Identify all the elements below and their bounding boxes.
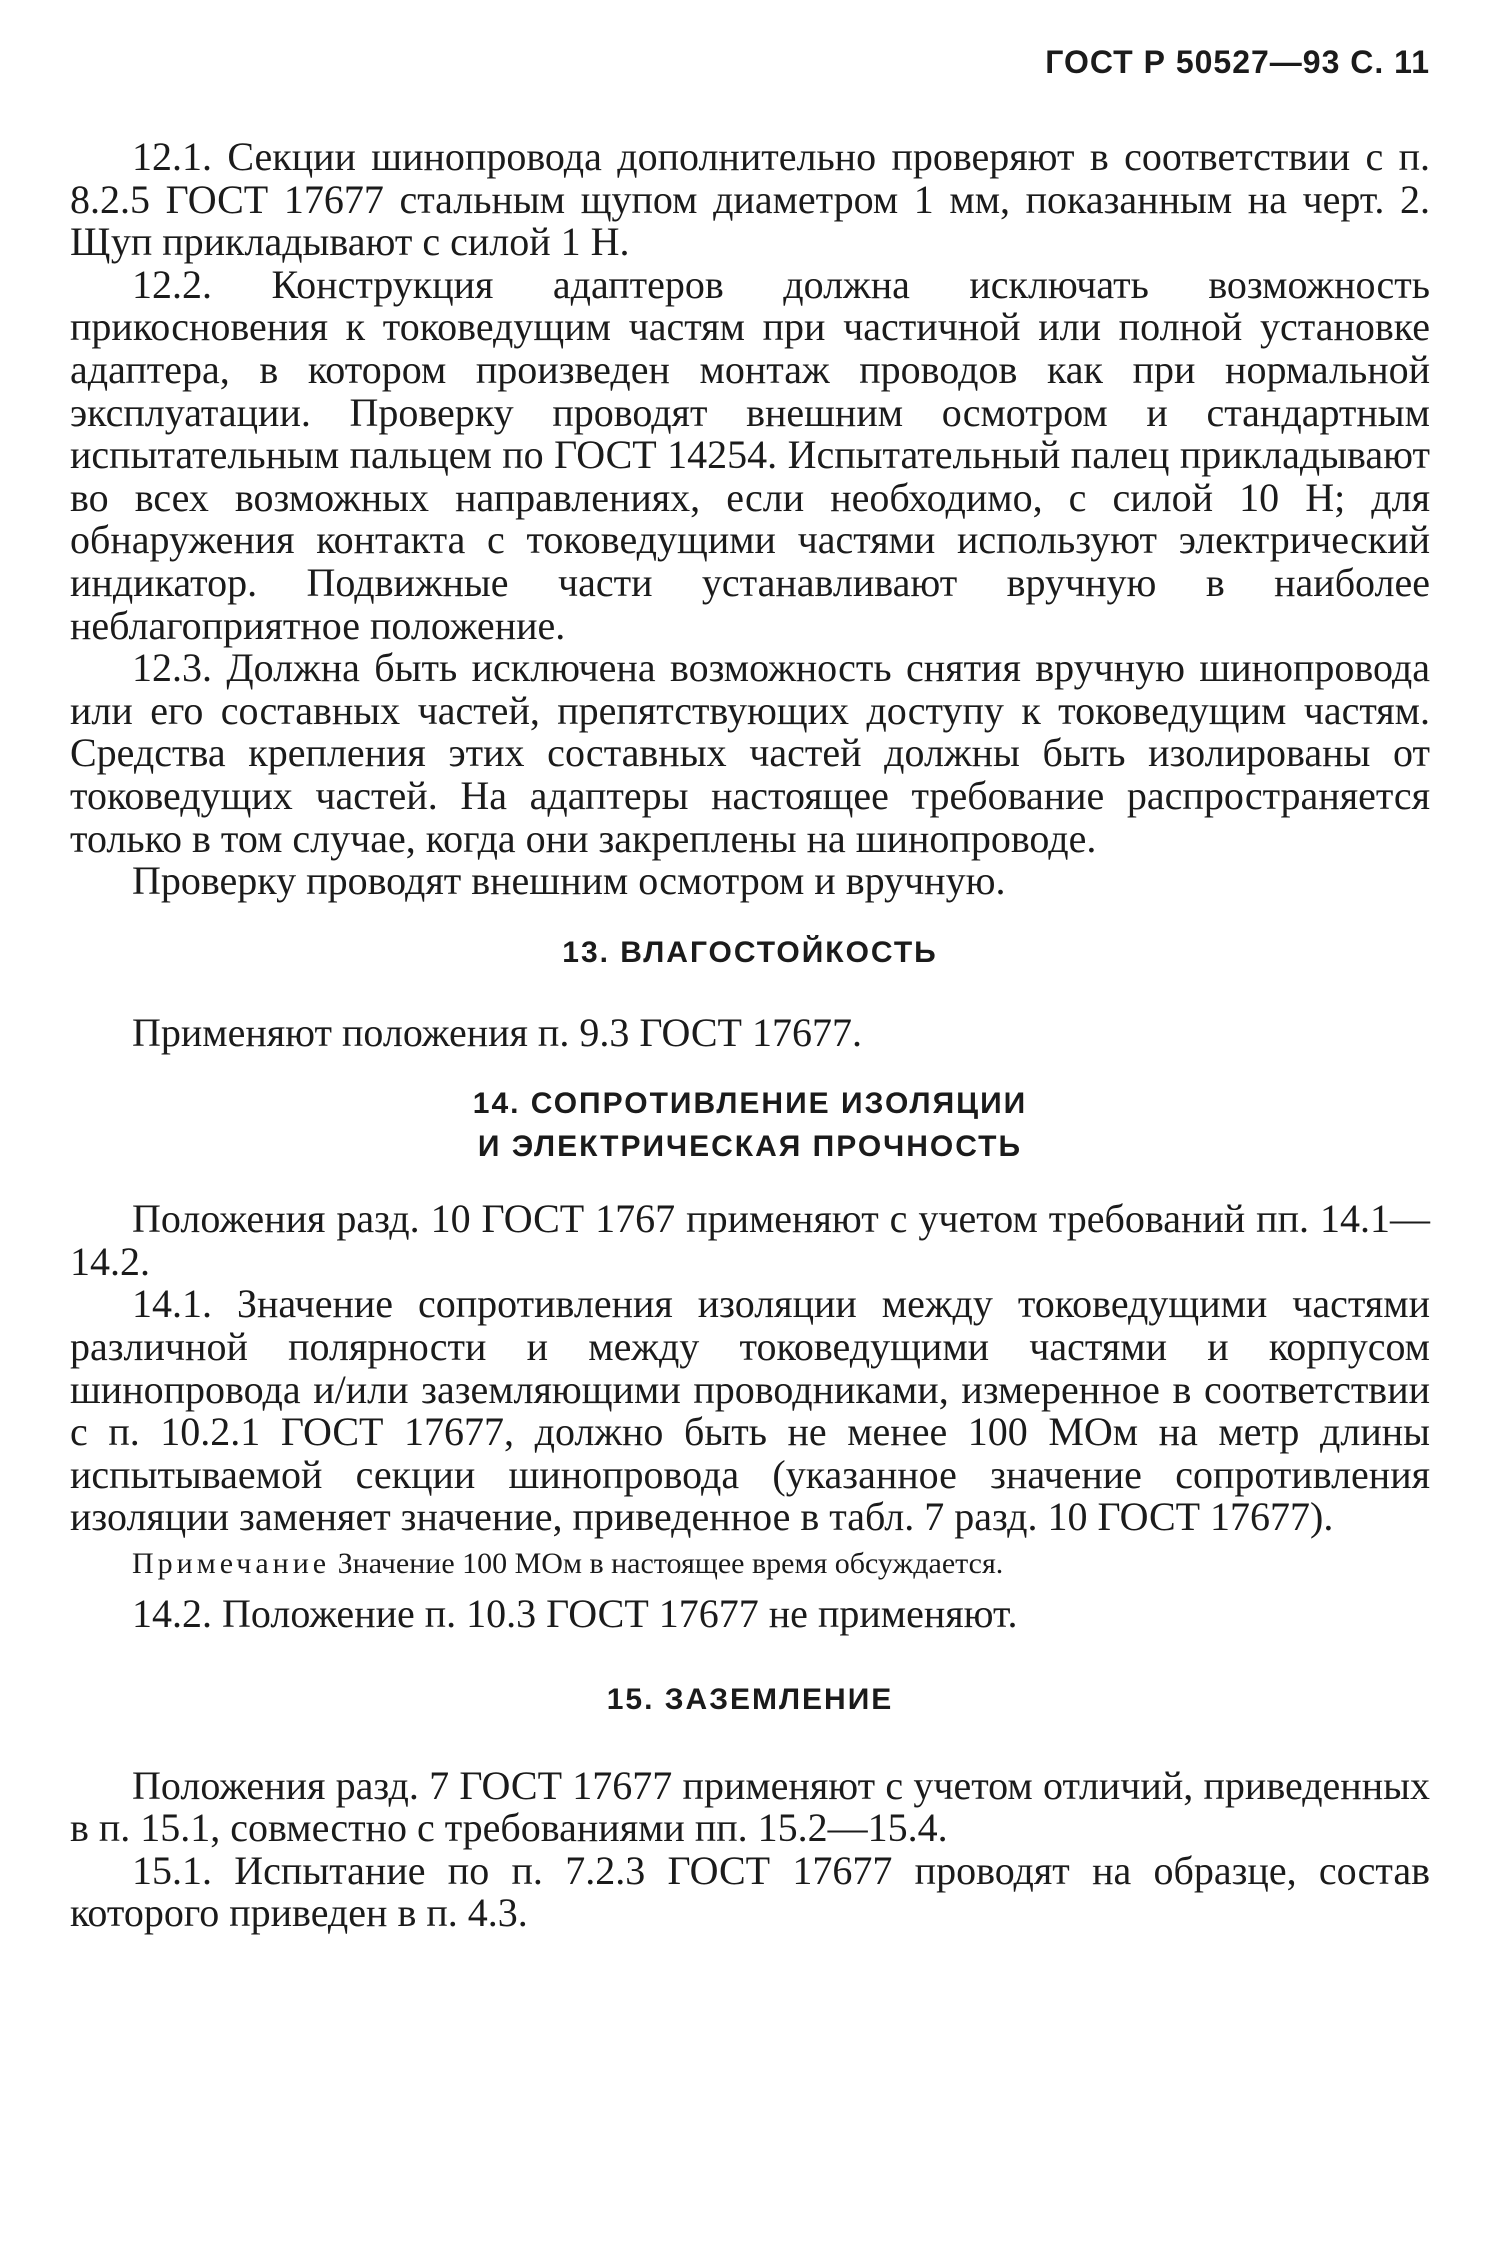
paragraph-12-2: 12.2. Конструкция адаптеров должна исключать возможность прикосновения к токоведущим частям при частичной или полной установке адаптера, в котором произведен монтаж проводов как при нормальной эксплуатации. Проверку проводят внешним осмотром и стандартным испытательным пальцем по ГОСТ 14254. Испытательный палец прикладывают во всех возможных направлениях, если необходимо, с силой 10 Н; для обнаружения контакта с токоведущими частями используют электрический индикатор. Подвижные части устанавливают вручную в наиболее неблагоприятное положение. bbox=[70, 261, 1430, 648]
section-14-heading bbox=[70, 1082, 1430, 1168]
paragraph-12-3-check: Проверку проводят внешним осмотром и вручную. bbox=[132, 858, 1006, 904]
document-page bbox=[70, 40, 1430, 1935]
section-14-heading-line1: 14. СОПРОТИВЛЕНИЕ ИЗОЛЯЦИИ bbox=[472, 1087, 1028, 1121]
paragraph-14-2: 14.2. Положение п. 10.3 ГОСТ 17677 не применяют. bbox=[132, 1591, 1018, 1637]
note-label: Примечание bbox=[132, 1547, 331, 1581]
section-15-heading: 15. ЗАЗЕМЛЕНИЕ bbox=[606, 1682, 894, 1716]
section-14-intro: Положения разд. 10 ГОСТ 1767 применяют с учетом требований пп. 14.1—14.2. bbox=[70, 1196, 1430, 1284]
page-header: ГОСТ Р 50527—93 С. 11 bbox=[1045, 44, 1430, 80]
section-14-heading-line2: И ЭЛЕКТРИЧЕСКАЯ ПРОЧНОСТЬ bbox=[477, 1130, 1023, 1164]
section-15-intro: Положения разд. 7 ГОСТ 17677 применяют с учетом отличий, приведенных в п. 15.1, совместно с требованиями пп. 15.2—15.4. bbox=[70, 1762, 1430, 1851]
paragraph-12-1: 12.1. Секции шинопровода дополнительно проверяют в соответствии с п. 8.2.5 ГОСТ 17677 стальным щупом диаметром 1 мм, показанным на черт. 2. Щуп прикладывают с силой 1 Н. bbox=[70, 134, 1430, 265]
paragraph-15-1: 15.1. Испытание по п. 7.2.3 ГОСТ 17677 проводят на образце, состав которого приведен в п. 4.3. bbox=[70, 1847, 1430, 1936]
paragraph-14-1: 14.1. Значение сопротивления изоляции между токоведущими частями различной полярности и между токоведущими частями и корпусом шинопровода и/или заземляющими проводниками, измеренное в соответствии с п. 10.2.1 ГОСТ 17677, должно быть не менее 100 МОм на метр длины испытываемой секции шинопровода (указанное значение сопротивления изоляции заменяет значение, приведенное в табл. 7 разд. 10 ГОСТ 17677). bbox=[70, 1281, 1430, 1540]
paragraph-12-3: 12.3. Должна быть исключена возможность снятия вручную шинопровода или его составных частей, препятствующих доступу к токоведущим частям. Средства крепления этих составных частей должны быть изолированы от токоведущих частей. На адаптеры настоящее требование распространяется только в том случае, когда они закреплены на шинопроводе. bbox=[70, 645, 1430, 861]
note-text: Значение 100 МОм в настоящее время обсуждается. bbox=[337, 1547, 1004, 1581]
section-13-heading: 13. ВЛАГОСТОЙКОСТЬ bbox=[562, 935, 938, 969]
note bbox=[70, 1543, 1430, 1585]
section-13-text: Применяют положения п. 9.3 ГОСТ 17677. bbox=[132, 1009, 862, 1055]
